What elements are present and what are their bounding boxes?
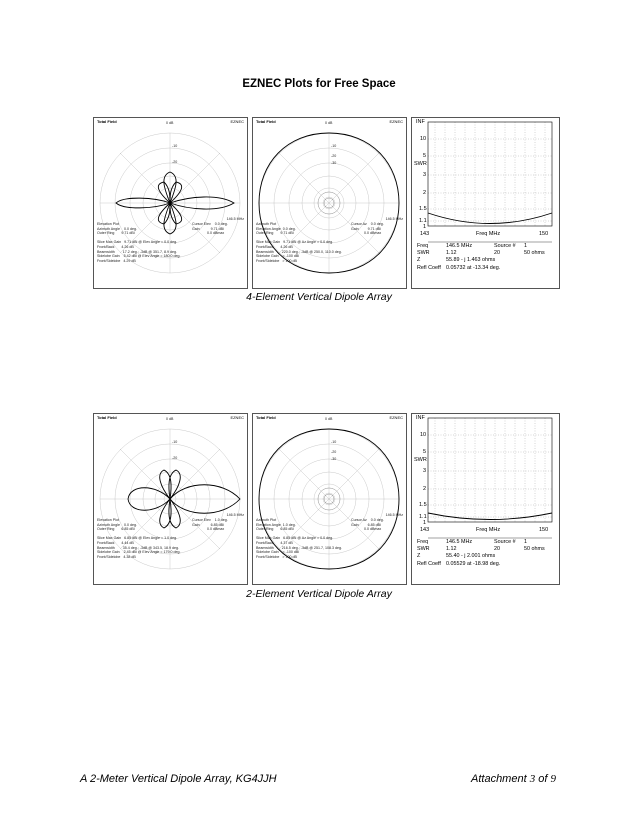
ring-label: -10 (331, 440, 337, 444)
swr-info-values: 146.5 MHz 1.12 55.89 - j 1.463 ohms 0.05732 at -13.34 deg. (446, 243, 501, 271)
ring-label: -20 (172, 456, 178, 460)
ring-label: 0 dB (325, 417, 333, 421)
plot-frequency: 146.5 MHz (385, 513, 403, 517)
swr-axis-label: 1.1 (419, 514, 427, 520)
swr-info-labels: Freq SWR Z Refl Coeff (417, 243, 441, 271)
plot-header: Total Field (256, 119, 276, 124)
swr-source-values: 1 50 ohms (524, 243, 545, 257)
swr-curve (428, 213, 552, 224)
swr-axis-label: INF (416, 119, 425, 125)
plot-frequency: 146.5 MHz (226, 217, 244, 221)
page-title: EZNEC Plots for Free Space (242, 78, 396, 90)
swr-axis-title: SWR (414, 161, 427, 167)
swr-source-values: 1 50 ohms (524, 539, 545, 553)
azimuth-plot-panel (252, 413, 407, 585)
swr-axis-label: 1.1 (419, 218, 427, 224)
plot-header: Total Field (97, 415, 117, 420)
swr-axis-label: 10 (420, 136, 427, 142)
plot-stats-cursor: Cursor Elev 0.0 deg. Gain 9.71 dBi 0.0 dBmax (192, 222, 228, 236)
ring-label: -20 (331, 154, 337, 158)
swr-axis-label: INF (416, 415, 425, 421)
swr-x-title: Freq MHz (476, 231, 501, 237)
swr-x-max: 150 (539, 527, 549, 533)
swr-x-max: 150 (539, 231, 549, 237)
plot-header: Total Field (256, 415, 276, 420)
plot-header: Total Field (97, 119, 117, 124)
plot-stats-cursor: Cursor Az 0.0 deg. Gain 9.71 dBi 0.0 dBmax (351, 222, 384, 236)
plot-brand: EZNEC (230, 415, 244, 420)
elevation-plot-panel (93, 117, 248, 289)
plot-brand: EZNEC (230, 119, 244, 124)
ring-label: -20 (331, 450, 337, 454)
ring-label: 0 dB (166, 121, 174, 125)
ring-label: -30 (331, 161, 337, 165)
swr-info-labels: Freq SWR Z Refl Coeff (417, 539, 441, 567)
footer-page-number: Attachment 3 of 9 (471, 773, 556, 785)
azimuth-plot-panel (252, 117, 407, 289)
plot-stats-cursor: Cursor Az 0.0 deg. Gain 6.85 dBi 0.0 dBmax (351, 518, 384, 532)
figure-caption: 2-Element Vertical Dipole Array (246, 588, 392, 600)
ring-label: 0 dB (166, 417, 174, 421)
swr-axis-label: 1 (423, 224, 427, 230)
plot-stats-left: Azimuth Plot Elevation Angle 1.0 deg. Outer Ring 6.85 dBi Slice Max Gain 6.85 dBi @ Az Angle = 0.0 deg. Front/Back 4.37 dB Beamwidth 216.5 deg.; -3dB @ 251.7, 108.3 deg. Sidelobe Gain < -100 dBi Front/Sidelobe > 100 dB (256, 518, 342, 559)
swr-plot-panel (411, 413, 560, 585)
ring-label: -10 (172, 440, 178, 444)
swr-axis-label: 5 (423, 153, 427, 159)
plot-stats-left: Elevation Plot Azimuth Angle 0.0 deg. Outer Ring 9.71 dBi Slice Max Gain 9.71 dBi @ Elev Angle = 0.0 deg. Front/Back 4.26 dB Beamwidth 17.2 deg.; -3dB @ 351.7, 8.9 deg. Sidelobe Gain 5.42 dBi @ Elev Angle = 180.0 deg. Front/Sidelobe 4.29 dB (97, 222, 181, 263)
ring-label: 0 dB (325, 121, 333, 125)
plot-stats-left: Azimuth Plot Elevation Angle 0.0 deg. Outer Ring 9.71 dBi Slice Max Gain 9.71 dBi @ Az Angle = 0.0 deg. Front/Back 4.26 dB Beamwidth 220.0 deg.; -3dB @ 250.0, 110.0 deg. Sidelobe Gain < -100 dBi Front/Sidelobe > 100 dB (256, 222, 342, 263)
ring-label: -20 (172, 160, 178, 164)
swr-axis-label: 2 (423, 486, 427, 492)
ring-label: -10 (172, 144, 178, 148)
swr-curve (428, 513, 552, 520)
swr-axis-label: 1.5 (419, 502, 427, 508)
ring-label: -10 (331, 144, 337, 148)
swr-plot-panel (411, 117, 560, 289)
swr-source-info: Source # 20 (494, 243, 516, 257)
ring-label: -30 (331, 457, 337, 461)
elevation-plot-panel (93, 413, 248, 585)
swr-axis-label: 3 (423, 172, 427, 178)
swr-axis-label: 1.5 (419, 206, 427, 212)
plot-stats-cursor: Cursor Elev 1.0 deg. Gain 6.85 dBi 0.0 dBmax (192, 518, 228, 532)
swr-axis-label: 1 (423, 520, 427, 526)
swr-x-min: 143 (420, 527, 430, 533)
plot-frequency: 146.5 MHz (226, 513, 244, 517)
swr-axis-label: 5 (423, 449, 427, 455)
plot-stats-left: Elevation Plot Azimuth Angle 0.0 deg. Outer Ring 6.85 dBi Slice Max Gain 6.85 dBi @ Elev Angle = 1.0 deg. Front/Back 4.44 dB Beamwidth 35.4 deg.; -3dB @ 343.5, 18.9 deg. Sidelobe Gain 2.45 dBi @ Elev Angle = 179.0 deg. Front/Sidelobe 4.38 dB (97, 518, 181, 559)
swr-x-title: Freq MHz (476, 527, 501, 533)
swr-info-values: 146.5 MHz 1.12 55.40 - j 2.001 ohms 0.05529 at -18.98 deg. (446, 539, 501, 567)
swr-source-info: Source # 20 (494, 539, 516, 553)
swr-axis-title: SWR (414, 457, 427, 463)
swr-axis-label: 3 (423, 468, 427, 474)
plot-frequency: 146.5 MHz (385, 217, 403, 221)
plot-brand: EZNEC (389, 119, 403, 124)
swr-axis-label: 2 (423, 190, 427, 196)
swr-axis-label: 10 (420, 432, 427, 438)
figure-caption: 4-Element Vertical Dipole Array (246, 291, 392, 303)
footer-title: A 2-Meter Vertical Dipole Array, KG4JJH (80, 773, 277, 785)
plot-brand: EZNEC (389, 415, 403, 420)
swr-x-min: 143 (420, 231, 430, 237)
